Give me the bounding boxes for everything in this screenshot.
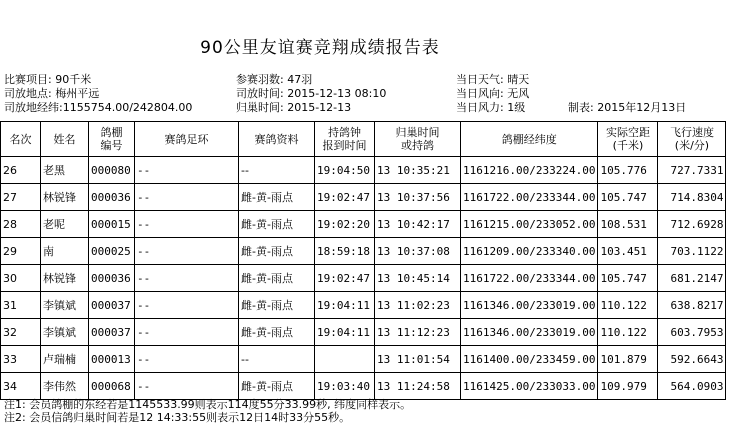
clock-cell: 19:02:47 <box>315 184 375 211</box>
table-row <box>1 265 726 292</box>
speed-cell: 714.8304 <box>658 184 726 211</box>
table-row <box>1 184 726 211</box>
header-row <box>1 122 726 157</box>
speed-cell: 727.7331 <box>658 157 726 184</box>
dist-cell: 101.879 <box>598 346 658 373</box>
header-dist: 实际空距 (千米) <box>598 122 658 157</box>
rank-cell: 26 <box>1 157 41 184</box>
ring-cell: -- <box>135 346 239 373</box>
ring-cell: -- <box>135 211 239 238</box>
table-row <box>1 238 726 265</box>
speed-cell: 603.7953 <box>658 319 726 346</box>
loft-cell: 000080 <box>89 157 135 184</box>
wind-direction: 当日风向: 无风 <box>456 87 530 100</box>
header-arrive: 归巢时间 或持鸽 <box>375 122 461 157</box>
name-cell: 卢瑞楠 <box>41 346 89 373</box>
name-cell: 林锐锋 <box>41 265 89 292</box>
info-col-3 <box>456 73 529 115</box>
notes <box>4 398 411 424</box>
dist-cell: 109.979 <box>598 373 658 400</box>
table-row <box>1 211 726 238</box>
name-cell: 林锐锋 <box>41 184 89 211</box>
dist-cell: 105.747 <box>598 265 658 292</box>
ring-cell: -- <box>135 265 239 292</box>
bird-cell: 雌-黄-雨点 <box>239 184 315 211</box>
rank-cell: 34 <box>1 373 41 400</box>
note-2: 注2: 会员信鸽归巢时间若是12 14:33:55则表示12日14时33分55秒。 <box>4 411 351 424</box>
return-date: 归巢时间: 2015-12-13 <box>236 101 352 114</box>
name-cell: 老黑 <box>41 157 89 184</box>
weather: 当日天气: 晴天 <box>456 73 530 86</box>
table-row <box>1 373 726 400</box>
coord-cell: 1161209.00/233340.00 <box>461 238 598 265</box>
rank-cell: 29 <box>1 238 41 265</box>
table-row <box>1 157 726 184</box>
loft-cell: 000068 <box>89 373 135 400</box>
rank-cell: 31 <box>1 292 41 319</box>
clock-cell: 19:04:50 <box>315 157 375 184</box>
bird-cell: -- <box>239 346 315 373</box>
arrive-cell: 13 11:02:23 <box>375 292 461 319</box>
loft-cell: 000037 <box>89 292 135 319</box>
coord-cell: 1161722.00/233344.00 <box>461 265 598 292</box>
coord-cell: 1161425.00/233033.00 <box>461 373 598 400</box>
ring-cell: -- <box>135 184 239 211</box>
clock-cell: 19:02:20 <box>315 211 375 238</box>
bird-cell: -- <box>239 157 315 184</box>
dist-cell: 110.122 <box>598 319 658 346</box>
note-1: 注1: 会员鸽棚的东经若是1145533.99则表示114度55分33.99秒, 纬度同样表示。 <box>4 398 412 411</box>
dist-cell: 105.776 <box>598 157 658 184</box>
loft-cell: 000015 <box>89 211 135 238</box>
race-item: 比赛项目: 90千米 <box>4 73 92 86</box>
header-speed: 飞行速度 (米/分) <box>658 122 726 157</box>
ring-cell: -- <box>135 238 239 265</box>
speed-cell: 681.2147 <box>658 265 726 292</box>
rank-cell: 28 <box>1 211 41 238</box>
bird-cell: 雌-黄-雨点 <box>239 211 315 238</box>
loft-cell: 000037 <box>89 319 135 346</box>
release-place: 司放地点: 梅州平远 <box>4 87 100 100</box>
dist-cell: 103.451 <box>598 238 658 265</box>
arrive-cell: 13 10:35:21 <box>375 157 461 184</box>
header-coord: 鸽棚经纬度 <box>461 122 598 157</box>
arrive-cell: 13 11:12:23 <box>375 319 461 346</box>
rank-cell: 27 <box>1 184 41 211</box>
loft-cell: 000036 <box>89 184 135 211</box>
info-col-1 <box>4 73 192 115</box>
results-table <box>0 121 726 400</box>
name-cell: 老呢 <box>41 211 89 238</box>
dist-cell: 110.122 <box>598 292 658 319</box>
clock-cell: 19:03:40 <box>315 373 375 400</box>
coord-cell: 1161722.00/233344.00 <box>461 184 598 211</box>
header-name: 姓名 <box>41 122 89 157</box>
release-coord: 司放地经纬:1155754.00/242804.00 <box>4 101 193 114</box>
table-row <box>1 346 726 373</box>
speed-cell: 564.0903 <box>658 373 726 400</box>
coord-cell: 1161346.00/233019.00 <box>461 292 598 319</box>
clock-cell: 19:04:11 <box>315 292 375 319</box>
speed-cell: 638.8217 <box>658 292 726 319</box>
header-clock: 持鸽钟 报到时间 <box>315 122 375 157</box>
loft-cell: 000013 <box>89 346 135 373</box>
ring-cell: -- <box>135 292 239 319</box>
coord-cell: 1161215.00/233052.00 <box>461 211 598 238</box>
coord-cell: 1161400.00/233459.00 <box>461 346 598 373</box>
ring-cell: -- <box>135 319 239 346</box>
header-ring: 赛鸽足环 <box>135 122 239 157</box>
bird-cell: 雌-黄-雨点 <box>239 265 315 292</box>
clock-cell: 18:59:18 <box>315 238 375 265</box>
coord-cell: 1161346.00/233019.00 <box>461 319 598 346</box>
name-cell: 李镇斌 <box>41 292 89 319</box>
rank-cell: 30 <box>1 265 41 292</box>
speed-cell: 592.6643 <box>658 346 726 373</box>
clock-cell: 19:02:47 <box>315 265 375 292</box>
bird-cell: 雌-黄-雨点 <box>239 373 315 400</box>
header-bird: 赛鸽资料 <box>239 122 315 157</box>
clock-cell <box>315 346 375 373</box>
made-date: 制表: 2015年12月13日 <box>568 101 687 114</box>
arrive-cell: 13 10:42:17 <box>375 211 461 238</box>
name-cell: 李镇斌 <box>41 319 89 346</box>
header-loft: 鸽棚 编号 <box>89 122 135 157</box>
name-cell: 李伟然 <box>41 373 89 400</box>
bird-cell: 雌-黄-雨点 <box>239 292 315 319</box>
loft-cell: 000036 <box>89 265 135 292</box>
coord-cell: 1161216.00/233224.00 <box>461 157 598 184</box>
wind-force: 当日风力: 1级 <box>456 101 526 114</box>
entries-count: 参赛羽数: 47羽 <box>236 73 313 86</box>
arrive-cell: 13 10:37:08 <box>375 238 461 265</box>
report-title <box>0 33 752 58</box>
arrive-cell: 13 10:45:14 <box>375 265 461 292</box>
ring-cell: -- <box>135 157 239 184</box>
table-row <box>1 292 726 319</box>
dist-cell: 108.531 <box>598 211 658 238</box>
release-time: 司放时间: 2015-12-13 08:10 <box>236 87 387 100</box>
rank-cell: 33 <box>1 346 41 373</box>
name-cell: 南 <box>41 238 89 265</box>
loft-cell: 000025 <box>89 238 135 265</box>
header-rank: 名次 <box>1 122 41 157</box>
bird-cell: 雌-黄-雨点 <box>239 238 315 265</box>
dist-cell: 105.747 <box>598 184 658 211</box>
rank-cell: 32 <box>1 319 41 346</box>
ring-cell: -- <box>135 373 239 400</box>
bird-cell: 雌-黄-雨点 <box>239 319 315 346</box>
arrive-cell: 13 11:24:58 <box>375 373 461 400</box>
info-col-2 <box>236 73 386 115</box>
clock-cell: 19:04:11 <box>315 319 375 346</box>
report-title-text: 90公里友谊赛竞翔成绩报告表 <box>200 38 440 58</box>
table-row <box>1 319 726 346</box>
arrive-cell: 13 11:01:54 <box>375 346 461 373</box>
speed-cell: 712.6928 <box>658 211 726 238</box>
arrive-cell: 13 10:37:56 <box>375 184 461 211</box>
speed-cell: 703.1122 <box>658 238 726 265</box>
